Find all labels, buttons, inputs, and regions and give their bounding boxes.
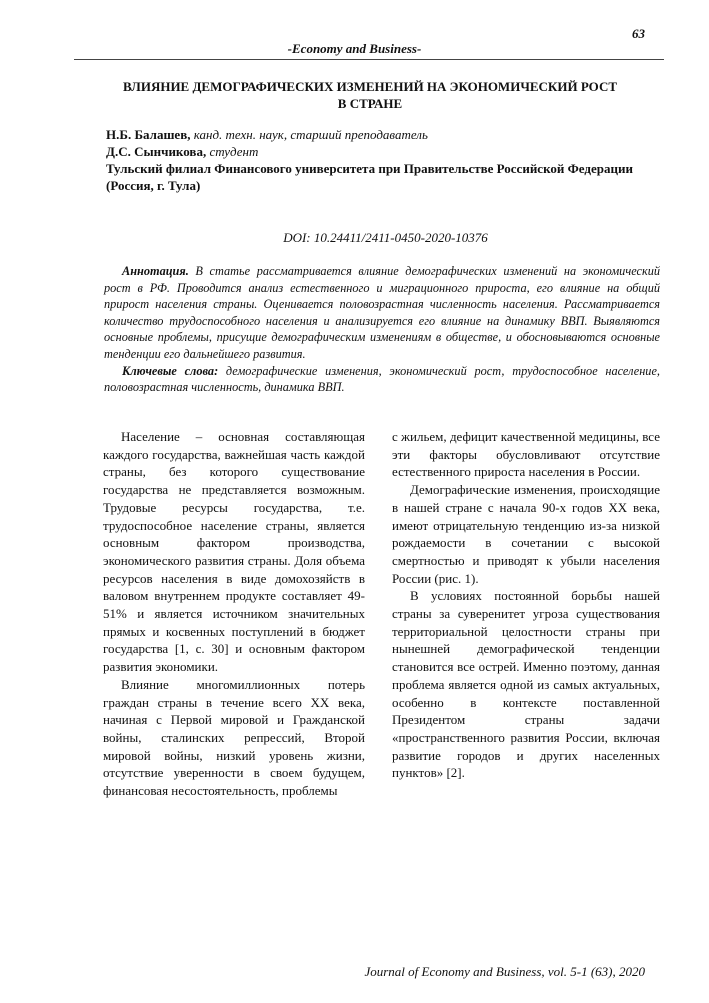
abstract-text: В статье рассматривается влияние демографических изменений на экономический рост в РФ. Проводится анализ естественного и миграционного прироста, его влияние на общий прирост населения страны. Оценивается половозрастная численность населения. Рассматривается количество трудоспособного населения и анализируется его влияние на динамику ВВП. Выявляются основные проблемы, присущие демографическим изменениям в обществе, и обосновываются основные тенденции его дальнейшего развития.	[104, 264, 661, 361]
keywords-label: Ключевые слова:	[122, 363, 219, 378]
body-column-left	[103, 428, 365, 800]
doi: DOI: 10.24411/2411-0450-2020-10376	[283, 230, 488, 245]
journal-footer: Journal of Economy and Business, vol. 5-1 (63), 2020	[364, 964, 645, 979]
header-rule	[74, 59, 664, 60]
abstract-block	[104, 263, 660, 396]
abstract-label: Аннотация.	[122, 264, 189, 278]
body-paragraph: Население – основная составляющая каждого государства, важнейшая часть каждой страны, без которого существование государства не представляется возможным. Трудовые ресурсы государства, т.е. трудоспособное население страны, является основным фактором производства, экономического развития страны. Доля объема ресурсов населения в виде домохозяйств в валовом внутреннем продукте составляет 49-51% и является источником значительных прямых и косвенных поступлений в бюджет государства [1, с. 30] и основным фактором развития экономики.	[103, 429, 365, 675]
author-name: Н.Б. Балашев,	[106, 127, 191, 142]
page-number: 63	[632, 26, 645, 41]
affiliation: Тульский филиал Финансового университета при Правительстве Российской Федерации	[106, 161, 633, 176]
body-paragraph: Влияние многомиллионных потерь граждан страны в течение всего XX века, начиная с Первой мировой и Гражданской войны, сталинских репрессий, Второй мировой войны, низкий уровень жизни, отсутствие уверенности в своем будущем, финансовая несостоятельность, проблемы	[103, 676, 365, 799]
article-title	[100, 78, 640, 112]
author-role: студент	[209, 144, 259, 159]
location: (Россия, г. Тула)	[106, 178, 201, 193]
author-block	[106, 126, 662, 194]
article-title-line-1: ВЛИЯНИЕ ДЕМОГРАФИЧЕСКИХ ИЗМЕНЕНИЙ НА ЭКОНОМИЧЕСКИЙ РОСТ	[122, 79, 618, 94]
author-1	[106, 126, 662, 143]
running-title: -Economy and Business-	[287, 41, 422, 56]
body-paragraph: Демографические изменения, происходящие в нашей стране с начала 90-х годов XX века, имеют отрицательную тенденцию из-за низкой рождаемости в сочетании с высокой смертностью и приводят к убыли населения России (рис. 1).	[392, 482, 660, 586]
author-role: канд. техн. наук, старший преподаватель	[193, 127, 428, 142]
body-paragraph: В условиях постоянной борьбы нашей страны за суверенитет угроза существования территориальной целостности страны при нынешней демографической тенденции становится все острей. Именно поэтому, данная проблема является одной из самых актуальных, особенно в контексте поставленной Президентом страны задачи «пространственного развития России, включая развитие городов и других населенных пунктов» [2].	[392, 588, 660, 781]
article-title-line-2: В СТРАНЕ	[337, 96, 403, 111]
keywords	[104, 363, 660, 396]
body-paragraph-continued: с жильем, дефицит качественной медицины, все эти факторы обусловливают отсутствие естественного прироста населения в России.	[392, 429, 660, 480]
author-2	[106, 143, 662, 160]
author-name: Д.С. Сынчикова,	[106, 144, 207, 159]
abstract	[104, 263, 660, 363]
keywords-text: демографические изменения, экономический рост, трудоспособное население, половозрастная численность, динамика ВВП.	[104, 363, 660, 395]
body-column-right	[392, 428, 660, 782]
